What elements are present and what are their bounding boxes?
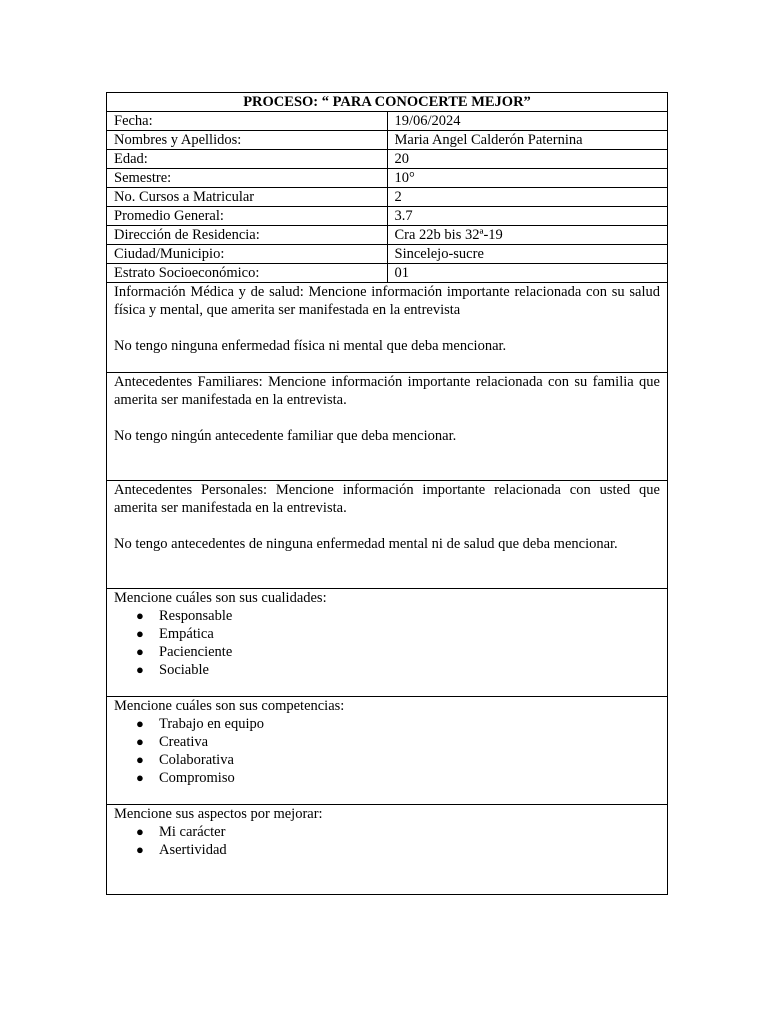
bullet-icon: ● <box>136 716 144 731</box>
field-label: No. Cursos a Matricular <box>107 188 388 207</box>
field-label: Edad: <box>107 150 388 169</box>
field-label: Estrato Socioeconómico: <box>107 264 388 283</box>
field-row-estrato <box>107 264 668 283</box>
field-label: Fecha: <box>107 112 388 131</box>
field-value: 2 <box>387 188 668 207</box>
improvements-list <box>114 823 660 859</box>
field-value: 3.7 <box>387 207 668 226</box>
family-section <box>107 373 668 481</box>
document-page <box>106 92 668 895</box>
personal-answer: No tengo antecedentes de ninguna enfermedad mental ni de salud que deba mencionar. <box>114 536 618 552</box>
list-item: ● Mi carácter <box>136 824 226 840</box>
bullet-icon: ● <box>136 644 144 659</box>
bullet-icon: ● <box>136 626 144 641</box>
personal-section-row <box>107 481 668 589</box>
personal-prompt: Antecedentes Personales: Mencione información importante relacionada con usted que amerita ser manifestada en la entrevista. <box>114 482 660 516</box>
field-value: Sincelejo-sucre <box>387 245 668 264</box>
form-title: PROCESO: “ PARA CONOCERTE MEJOR” <box>107 93 668 112</box>
bullet-icon: ● <box>136 842 144 857</box>
improvements-section-row <box>107 805 668 895</box>
medical-answer: No tengo ninguna enfermedad física ni mental que deba mencionar. <box>114 338 507 354</box>
personal-section <box>107 481 668 589</box>
improvements-prompt: Mencione sus aspectos por mejorar: <box>114 806 323 822</box>
list-item: ● Compromiso <box>136 770 235 786</box>
qualities-prompt: Mencione cuáles son sus cualidades: <box>114 590 327 606</box>
interview-form-table <box>106 92 668 895</box>
field-value: 01 <box>387 264 668 283</box>
list-item: ● Empática <box>136 626 214 642</box>
field-row-promedio <box>107 207 668 226</box>
field-row-direccion <box>107 226 668 245</box>
list-item: ● Pacienciente <box>136 644 233 660</box>
competencies-section <box>107 697 668 805</box>
improvements-section <box>107 805 668 895</box>
family-section-row <box>107 373 668 481</box>
field-row-edad <box>107 150 668 169</box>
family-answer: No tengo ningún antecedente familiar que deba mencionar. <box>114 428 457 444</box>
form-title-row <box>107 93 668 112</box>
list-item: ● Asertividad <box>136 842 227 858</box>
field-label: Nombres y Apellidos: <box>107 131 388 150</box>
bullet-icon: ● <box>136 824 144 839</box>
competencies-prompt: Mencione cuáles son sus competencias: <box>114 698 345 714</box>
field-value: 19/06/2024 <box>387 112 668 131</box>
field-value: Maria Angel Calderón Paternina <box>387 131 668 150</box>
medical-section-row <box>107 283 668 373</box>
bullet-icon: ● <box>136 608 144 623</box>
bullet-icon: ● <box>136 662 144 677</box>
qualities-list <box>114 607 660 679</box>
bullet-icon: ● <box>136 734 144 749</box>
competencies-list <box>114 715 660 787</box>
field-label: Promedio General: <box>107 207 388 226</box>
field-row-semestre <box>107 169 668 188</box>
field-row-fecha <box>107 112 668 131</box>
list-item: ● Responsable <box>136 608 233 624</box>
bullet-icon: ● <box>136 752 144 767</box>
qualities-section <box>107 589 668 697</box>
field-label: Semestre: <box>107 169 388 188</box>
field-value: Cra 22b bis 32ª-19 <box>387 226 668 245</box>
field-value: 20 <box>387 150 668 169</box>
competencies-section-row <box>107 697 668 805</box>
medical-section <box>107 283 668 373</box>
field-row-cursos <box>107 188 668 207</box>
family-prompt: Antecedentes Familiares: Mencione información importante relacionada con su familia que amerita ser manifestada en la entrevista. <box>114 374 660 408</box>
list-item: ● Trabajo en equipo <box>136 716 264 732</box>
list-item: ● Colaborativa <box>136 752 234 768</box>
medical-prompt: Información Médica y de salud: Mencione información importante relacionada con su salud física y mental, que amerita ser manifestada en la entrevista <box>114 284 660 318</box>
field-row-nombres <box>107 131 668 150</box>
field-value: 10° <box>387 169 668 188</box>
bullet-icon: ● <box>136 770 144 785</box>
qualities-section-row <box>107 589 668 697</box>
field-row-ciudad <box>107 245 668 264</box>
list-item: ● Creativa <box>136 734 209 750</box>
field-label: Ciudad/Municipio: <box>107 245 388 264</box>
field-label: Dirección de Residencia: <box>107 226 388 245</box>
list-item: ● Sociable <box>136 662 209 678</box>
